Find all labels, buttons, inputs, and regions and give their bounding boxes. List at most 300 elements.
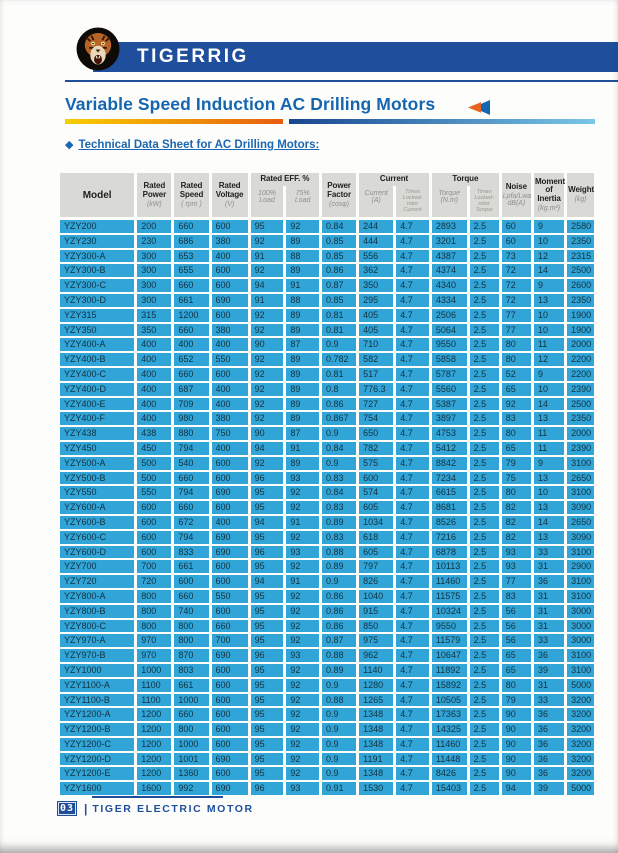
cell-model: YZY1200-E [60, 767, 134, 780]
cell-eff-100-load: 96 [251, 782, 284, 795]
cell-weight: 3200 [567, 708, 594, 721]
cell-times-locked-rotor-current: 4.7 [396, 738, 429, 751]
cell-times-locked-rotor-current: 4.7 [396, 782, 429, 795]
table-row [60, 264, 594, 277]
cell-times-locked-rotor-torque: 2.5 [470, 457, 499, 470]
cell-current-a: 1140 [359, 664, 393, 677]
cell-rated-voltage: 400 [212, 338, 248, 351]
cell-eff-75-load: 87 [286, 338, 319, 351]
cell-times-locked-rotor-current: 4.7 [396, 723, 429, 736]
cell-eff-100-load: 92 [251, 368, 284, 381]
cell-eff-100-load: 95 [251, 723, 284, 736]
cell-rated-power: 970 [137, 649, 171, 662]
cell-times-locked-rotor-current: 4.7 [396, 679, 429, 692]
cell-moment-of-inertia: 31 [534, 679, 564, 692]
cell-noise: 80 [502, 679, 531, 692]
cell-times-locked-rotor-torque: 2.5 [470, 782, 499, 795]
cell-eff-75-load: 92 [286, 694, 319, 707]
cell-torque-nm: 15403 [432, 782, 467, 795]
cell-times-locked-rotor-current: 4.7 [396, 560, 429, 573]
cell-power-factor: 0.87 [322, 279, 356, 292]
cell-model: YZY400-F [60, 412, 134, 425]
table-row [60, 560, 594, 573]
cell-rated-voltage: 600 [212, 472, 248, 485]
cell-model: YZY550 [60, 486, 134, 499]
tiger-logo-icon [76, 27, 120, 71]
cell-eff-100-load: 94 [251, 516, 284, 529]
cell-times-locked-rotor-torque: 2.5 [470, 560, 499, 573]
cell-times-locked-rotor-current: 4.7 [396, 220, 429, 233]
cell-power-factor: 0.83 [322, 501, 356, 514]
cell-power-factor: 0.83 [322, 472, 356, 485]
cell-eff-100-load: 92 [251, 353, 284, 366]
cell-rated-speed: 870 [174, 649, 208, 662]
cell-eff-100-load: 95 [251, 560, 284, 573]
cell-rated-speed: 660 [174, 501, 208, 514]
cell-weight: 1900 [567, 309, 594, 322]
cell-rated-power: 1200 [137, 738, 171, 751]
cell-times-locked-rotor-current: 4.7 [396, 279, 429, 292]
cell-current-a: 776.3 [359, 383, 393, 396]
cell-model: YZY1100-A [60, 679, 134, 692]
brand-name: TIGERRIG [137, 46, 249, 67]
footer-divider [92, 796, 223, 798]
cell-torque-nm: 11460 [432, 738, 467, 751]
cell-eff-100-load: 95 [251, 486, 284, 499]
cell-weight: 3100 [567, 575, 594, 588]
cell-eff-100-load: 95 [251, 634, 284, 647]
table-row [60, 738, 594, 751]
cell-moment-of-inertia: 13 [534, 294, 564, 307]
spec-table-data [57, 218, 597, 797]
cell-rated-speed: 992 [174, 782, 208, 795]
cell-times-locked-rotor-torque: 2.5 [470, 235, 499, 248]
cell-model: YZY600-B [60, 516, 134, 529]
cell-moment-of-inertia: 9 [534, 457, 564, 470]
cell-power-factor: 0.86 [322, 590, 356, 603]
cell-rated-voltage: 600 [212, 708, 248, 721]
cell-current-a: 915 [359, 605, 393, 618]
cell-torque-nm: 9550 [432, 620, 467, 633]
cell-noise: 93 [502, 560, 531, 573]
cell-rated-speed: 400 [174, 338, 208, 351]
cell-torque-nm: 8426 [432, 767, 467, 780]
cell-power-factor: 0.9 [322, 753, 356, 766]
cell-rated-voltage: 380 [212, 324, 248, 337]
cell-rated-speed: 661 [174, 294, 208, 307]
cell-rated-power: 1000 [137, 664, 171, 677]
cell-rated-speed: 660 [174, 324, 208, 337]
cell-current-a: 1040 [359, 590, 393, 603]
cell-torque-nm: 11575 [432, 590, 467, 603]
cell-times-locked-rotor-torque: 2.5 [470, 486, 499, 499]
cell-rated-voltage: 690 [212, 782, 248, 795]
cell-noise: 65 [502, 664, 531, 677]
cell-eff-75-load: 92 [286, 767, 319, 780]
cell-eff-75-load: 92 [286, 708, 319, 721]
cell-rated-speed: 660 [174, 368, 208, 381]
cell-rated-power: 1100 [137, 679, 171, 692]
cell-torque-nm: 10324 [432, 605, 467, 618]
cell-moment-of-inertia: 14 [534, 516, 564, 529]
cell-rated-voltage: 380 [212, 412, 248, 425]
cell-rated-speed: 794 [174, 531, 208, 544]
cell-times-locked-rotor-current: 4.7 [396, 767, 429, 780]
cell-torque-nm: 5412 [432, 442, 467, 455]
cell-power-factor: 0.89 [322, 516, 356, 529]
cell-current-a: 244 [359, 220, 393, 233]
cell-torque-nm: 4387 [432, 250, 467, 263]
cell-rated-voltage: 690 [212, 486, 248, 499]
cell-power-factor: 0.83 [322, 531, 356, 544]
cell-weight: 2000 [567, 338, 594, 351]
cell-times-locked-rotor-current: 4.7 [396, 412, 429, 425]
cell-times-locked-rotor-torque: 2.5 [470, 767, 499, 780]
cell-power-factor: 0.86 [322, 620, 356, 633]
cell-rated-voltage: 400 [212, 250, 248, 263]
cell-times-locked-rotor-current: 4.7 [396, 457, 429, 470]
table-row [60, 664, 594, 677]
cell-model: YZY500-A [60, 457, 134, 470]
cell-times-locked-rotor-current: 4.7 [396, 353, 429, 366]
cell-eff-75-load: 89 [286, 309, 319, 322]
cell-model: YZY970-A [60, 634, 134, 647]
table-row [60, 442, 594, 455]
cell-rated-power: 1600 [137, 782, 171, 795]
cell-rated-voltage: 550 [212, 590, 248, 603]
cell-weight: 3100 [567, 664, 594, 677]
cell-eff-75-load: 91 [286, 575, 319, 588]
cell-current-a: 782 [359, 442, 393, 455]
table-row [60, 634, 594, 647]
cell-model: YZY720 [60, 575, 134, 588]
cell-rated-power: 600 [137, 501, 171, 514]
cell-rated-power: 400 [137, 353, 171, 366]
cell-eff-75-load: 87 [286, 427, 319, 440]
table-row [60, 294, 594, 307]
cell-weight: 2650 [567, 516, 594, 529]
cell-times-locked-rotor-current: 4.7 [396, 309, 429, 322]
cell-model: YZY400-D [60, 383, 134, 396]
cell-times-locked-rotor-torque: 2.5 [470, 472, 499, 485]
cell-rated-voltage: 660 [212, 620, 248, 633]
table-row [60, 694, 594, 707]
cell-rated-voltage: 600 [212, 309, 248, 322]
cell-rated-voltage: 550 [212, 353, 248, 366]
cell-eff-75-load: 92 [286, 220, 319, 233]
cell-noise: 93 [502, 546, 531, 559]
cell-times-locked-rotor-current: 4.7 [396, 531, 429, 544]
cell-eff-100-load: 91 [251, 250, 284, 263]
cell-times-locked-rotor-current: 4.7 [396, 649, 429, 662]
cell-weight: 3100 [567, 457, 594, 470]
cell-weight: 2500 [567, 264, 594, 277]
cell-rated-voltage: 600 [212, 738, 248, 751]
cell-rated-voltage: 690 [212, 546, 248, 559]
cell-eff-100-load: 95 [251, 753, 284, 766]
cell-noise: 80 [502, 338, 531, 351]
cell-noise: 77 [502, 575, 531, 588]
cell-times-locked-rotor-current: 4.7 [396, 368, 429, 381]
cell-eff-75-load: 92 [286, 531, 319, 544]
cell-rated-speed: 653 [174, 250, 208, 263]
cell-torque-nm: 5560 [432, 383, 467, 396]
header-times-locked-rotor-current: Times Locked-rotor Current [396, 186, 429, 217]
cell-rated-power: 550 [137, 486, 171, 499]
cell-torque-nm: 4334 [432, 294, 467, 307]
cell-rated-voltage: 600 [212, 264, 248, 277]
header-divider [65, 80, 618, 82]
cell-current-a: 1348 [359, 767, 393, 780]
cell-rated-voltage: 400 [212, 383, 248, 396]
table-row [60, 338, 594, 351]
cell-eff-100-load: 92 [251, 309, 284, 322]
table-row [60, 605, 594, 618]
table-row [60, 235, 594, 248]
cell-rated-speed: 600 [174, 575, 208, 588]
cell-times-locked-rotor-torque: 2.5 [470, 398, 499, 411]
cell-rated-power: 300 [137, 250, 171, 263]
cell-weight: 3200 [567, 753, 594, 766]
cell-model: YZY700 [60, 560, 134, 573]
cell-eff-100-load: 96 [251, 546, 284, 559]
cell-eff-100-load: 95 [251, 531, 284, 544]
cell-model: YZY500-B [60, 472, 134, 485]
cell-torque-nm: 4753 [432, 427, 467, 440]
table-row [60, 531, 594, 544]
cell-rated-voltage: 600 [212, 723, 248, 736]
cell-eff-75-load: 89 [286, 368, 319, 381]
cell-moment-of-inertia: 9 [534, 368, 564, 381]
cell-rated-power: 400 [137, 383, 171, 396]
cell-eff-75-load: 89 [286, 383, 319, 396]
cell-eff-75-load: 92 [286, 620, 319, 633]
cell-rated-speed: 687 [174, 383, 208, 396]
cell-times-locked-rotor-current: 4.7 [396, 398, 429, 411]
cell-power-factor: 0.9 [322, 457, 356, 470]
cell-eff-75-load: 89 [286, 235, 319, 248]
cell-moment-of-inertia: 14 [534, 398, 564, 411]
cell-eff-100-load: 92 [251, 412, 284, 425]
cell-weight: 3100 [567, 590, 594, 603]
cell-eff-75-load: 89 [286, 264, 319, 277]
cell-times-locked-rotor-torque: 2.5 [470, 708, 499, 721]
cell-power-factor: 0.9 [322, 575, 356, 588]
cell-times-locked-rotor-torque: 2.5 [470, 294, 499, 307]
cell-eff-100-load: 95 [251, 708, 284, 721]
cell-moment-of-inertia: 14 [534, 264, 564, 277]
cell-times-locked-rotor-torque: 2.5 [470, 250, 499, 263]
cell-rated-speed: 833 [174, 546, 208, 559]
cell-noise: 73 [502, 250, 531, 263]
cell-rated-power: 400 [137, 368, 171, 381]
cell-rated-power: 800 [137, 590, 171, 603]
section-link[interactable]: Technical Data Sheet for AC Drilling Motors: [78, 139, 320, 151]
cell-times-locked-rotor-current: 4.7 [396, 590, 429, 603]
cell-times-locked-rotor-current: 4.7 [396, 486, 429, 499]
cell-torque-nm: 5064 [432, 324, 467, 337]
cell-times-locked-rotor-torque: 2.5 [470, 546, 499, 559]
cell-noise: 83 [502, 412, 531, 425]
cell-torque-nm: 11892 [432, 664, 467, 677]
cell-eff-75-load: 91 [286, 516, 319, 529]
cell-weight: 3000 [567, 620, 594, 633]
cell-current-a: 405 [359, 309, 393, 322]
cell-rated-voltage: 600 [212, 767, 248, 780]
cell-moment-of-inertia: 36 [534, 753, 564, 766]
cell-current-a: 350 [359, 279, 393, 292]
cell-rated-speed: 794 [174, 486, 208, 499]
cell-weight: 1900 [567, 324, 594, 337]
cell-power-factor: 0.9 [322, 427, 356, 440]
cell-rated-power: 230 [137, 235, 171, 248]
cell-eff-100-load: 95 [251, 694, 284, 707]
header-torque-nm: Torque (N.m) [432, 186, 467, 217]
cell-power-factor: 0.9 [322, 738, 356, 751]
cell-weight: 3090 [567, 501, 594, 514]
cell-current-a: 754 [359, 412, 393, 425]
table-row [60, 590, 594, 603]
cell-model: YZY350 [60, 324, 134, 337]
cell-rated-speed: 800 [174, 634, 208, 647]
cell-eff-75-load: 92 [286, 605, 319, 618]
cell-moment-of-inertia: 11 [534, 427, 564, 440]
cell-moment-of-inertia: 31 [534, 590, 564, 603]
cell-torque-nm: 3897 [432, 412, 467, 425]
cell-noise: 60 [502, 220, 531, 233]
cell-current-a: 962 [359, 649, 393, 662]
cell-eff-75-load: 92 [286, 560, 319, 573]
cell-rated-voltage: 600 [212, 279, 248, 292]
cell-rated-power: 315 [137, 309, 171, 322]
page-title: Variable Speed Induction AC Drilling Motors [65, 94, 436, 114]
cell-rated-power: 300 [137, 279, 171, 292]
cell-eff-75-load: 89 [286, 457, 319, 470]
cell-model: YZY1100-B [60, 694, 134, 707]
cell-torque-nm: 2506 [432, 309, 467, 322]
cell-eff-75-load: 89 [286, 353, 319, 366]
cell-torque-nm: 5787 [432, 368, 467, 381]
cell-torque-nm: 6878 [432, 546, 467, 559]
cell-weight: 3090 [567, 531, 594, 544]
cell-rated-speed: 709 [174, 398, 208, 411]
cell-rated-power: 300 [137, 294, 171, 307]
cell-noise: 52 [502, 368, 531, 381]
cell-rated-power: 720 [137, 575, 171, 588]
cell-current-a: 1348 [359, 723, 393, 736]
diamond-icon: ◆ [65, 139, 74, 151]
cell-torque-nm: 5387 [432, 398, 467, 411]
cell-rated-voltage: 690 [212, 531, 248, 544]
cell-eff-100-load: 90 [251, 427, 284, 440]
table-row [60, 472, 594, 485]
cell-eff-100-load: 95 [251, 501, 284, 514]
cell-weight: 3200 [567, 694, 594, 707]
cell-rated-voltage: 690 [212, 753, 248, 766]
cell-eff-75-load: 92 [286, 753, 319, 766]
cell-torque-nm: 4340 [432, 279, 467, 292]
table-row [60, 516, 594, 529]
cell-current-a: 618 [359, 531, 393, 544]
cell-rated-power: 400 [137, 398, 171, 411]
cell-torque-nm: 11448 [432, 753, 467, 766]
cell-model: YZY600-D [60, 546, 134, 559]
cell-noise: 72 [502, 264, 531, 277]
cell-moment-of-inertia: 31 [534, 620, 564, 633]
cell-power-factor: 0.88 [322, 649, 356, 662]
cell-weight: 2900 [567, 560, 594, 573]
cell-rated-voltage: 700 [212, 634, 248, 647]
cell-current-a: 1348 [359, 708, 393, 721]
cell-noise: 90 [502, 708, 531, 721]
cell-noise: 72 [502, 294, 531, 307]
header-times-locked-rotor-torque: Times Locked-rotor Torque [470, 186, 499, 217]
cell-rated-speed: 1000 [174, 738, 208, 751]
cell-torque-nm: 17363 [432, 708, 467, 721]
cell-rated-speed: 800 [174, 620, 208, 633]
cell-torque-nm: 10505 [432, 694, 467, 707]
back-arrow-icon[interactable] [468, 100, 490, 115]
cell-eff-75-load: 92 [286, 664, 319, 677]
cell-moment-of-inertia: 39 [534, 782, 564, 795]
cell-model: YZY200 [60, 220, 134, 233]
cell-rated-speed: 661 [174, 679, 208, 692]
cell-model: YZY300-A [60, 250, 134, 263]
cell-noise: 65 [502, 649, 531, 662]
cell-power-factor: 0.88 [322, 546, 356, 559]
spec-table [57, 173, 597, 797]
table-row [60, 486, 594, 499]
cell-power-factor: 0.81 [322, 309, 356, 322]
cell-rated-speed: 652 [174, 353, 208, 366]
cell-noise: 90 [502, 767, 531, 780]
cell-eff-75-load: 91 [286, 442, 319, 455]
cell-model: YZY315 [60, 309, 134, 322]
cell-times-locked-rotor-torque: 2.5 [470, 679, 499, 692]
cell-rated-power: 800 [137, 620, 171, 633]
cell-power-factor: 0.84 [322, 486, 356, 499]
table-row [60, 383, 594, 396]
cell-noise: 94 [502, 782, 531, 795]
table-row [60, 708, 594, 721]
cell-times-locked-rotor-torque: 2.5 [470, 649, 499, 662]
cell-noise: 65 [502, 383, 531, 396]
cell-current-a: 605 [359, 501, 393, 514]
cell-current-a: 710 [359, 338, 393, 351]
cell-current-a: 975 [359, 634, 393, 647]
cell-moment-of-inertia: 33 [534, 694, 564, 707]
cell-model: YZY400-B [60, 353, 134, 366]
cell-power-factor: 0.9 [322, 679, 356, 692]
cell-moment-of-inertia: 12 [534, 353, 564, 366]
header-power-factor: Power Factor (cosφ) [322, 173, 356, 217]
table-row [60, 353, 594, 366]
table-row [60, 501, 594, 514]
cell-eff-100-load: 92 [251, 235, 284, 248]
cell-eff-100-load: 96 [251, 472, 284, 485]
cell-current-a: 797 [359, 560, 393, 573]
cell-times-locked-rotor-torque: 2.5 [470, 220, 499, 233]
cell-moment-of-inertia: 36 [534, 649, 564, 662]
cell-noise: 83 [502, 590, 531, 603]
cell-rated-power: 400 [137, 412, 171, 425]
cell-times-locked-rotor-torque: 2.5 [470, 605, 499, 618]
table-row [60, 309, 594, 322]
cell-model: YZY1200-A [60, 708, 134, 721]
cell-eff-100-load: 92 [251, 457, 284, 470]
cell-model: YZY300-D [60, 294, 134, 307]
cell-rated-voltage: 600 [212, 575, 248, 588]
